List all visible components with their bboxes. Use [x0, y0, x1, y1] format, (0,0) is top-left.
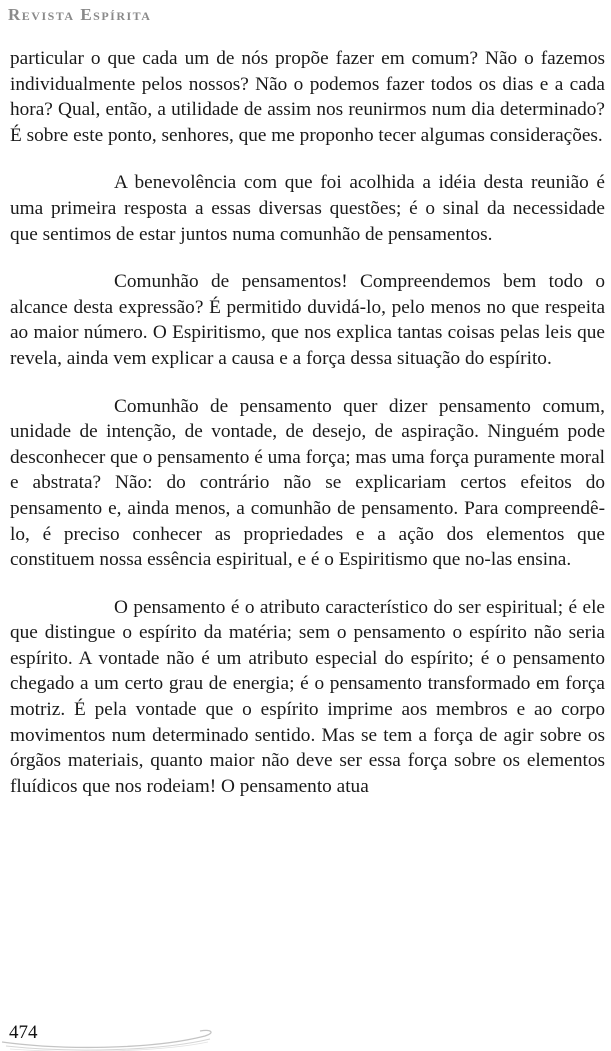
page-footer	[0, 1020, 611, 1051]
paragraph-2: A benevolência com que foi acolhida a idéia desta reunião é uma primeira resposta a essas diversas questões; é o sinal da necessidade que sentimos de estar juntos numa comunhão de pensamentos.	[10, 172, 605, 245]
running-title: Revista Espírita	[8, 5, 152, 24]
paragraph-5: O pensamento é o atributo característico do ser espiritual; é ele que distingue o espírito da matéria; sem o pensamento o espírito não seria espírito. A vontade não é um atributo especial do espírito; é o pensamento chegado a um certo grau de energia; é o pensamento transformado em força motriz. É pela vontade que o espírito imprime aos membros e ao corpo movimentos num determinado sentido. Mas se tem a força de agir sobre os órgãos materiais, quanto maior não deve ser essa força sobre os elementos fluídicos que nos rodeiam! O pensamento atua	[10, 596, 605, 797]
paragraph-4: Comunhão de pensamento quer dizer pensamento comum, unidade de intenção, de vontade, de desejo, de aspiração. Ninguém pode desconhecer que o pensamento é uma força; mas uma força puramente moral e abstrata? Não: do contrário não se explicariam certos efeitos do pensamento e, ainda menos, a comunhão de pensamento. Para compreendê-lo, é preciso conhecer as propriedades e a ação dos elementos que constituem nossa essência espiritual, e é o Espiritismo que no-las ensina.	[10, 395, 605, 571]
page-body	[10, 46, 605, 799]
decorative-swoosh-icon	[0, 1020, 260, 1051]
paragraph-3: Comunhão de pensamentos! Compreendemos bem todo o alcance desta expressão? É permitido duvidá-lo, pelo menos no que respeita ao maior número. O Espiritismo, que nos explica tantas coisas pelas leis que revela, ainda vem explicar a causa e a força dessa situação do espírito.	[10, 271, 605, 369]
page-number: 474	[9, 1022, 38, 1043]
paragraph-1: particular o que cada um de nós propõe fazer em comum? Não o fazemos individualmente pelos nossos? Não o podemos fazer todos os dias e a cada hora? Qual, então, a utilidade de assim nos reunirmos num dia determinado? É sobre este ponto, senhores, que me proponho tecer algumas considerações.	[10, 48, 605, 146]
